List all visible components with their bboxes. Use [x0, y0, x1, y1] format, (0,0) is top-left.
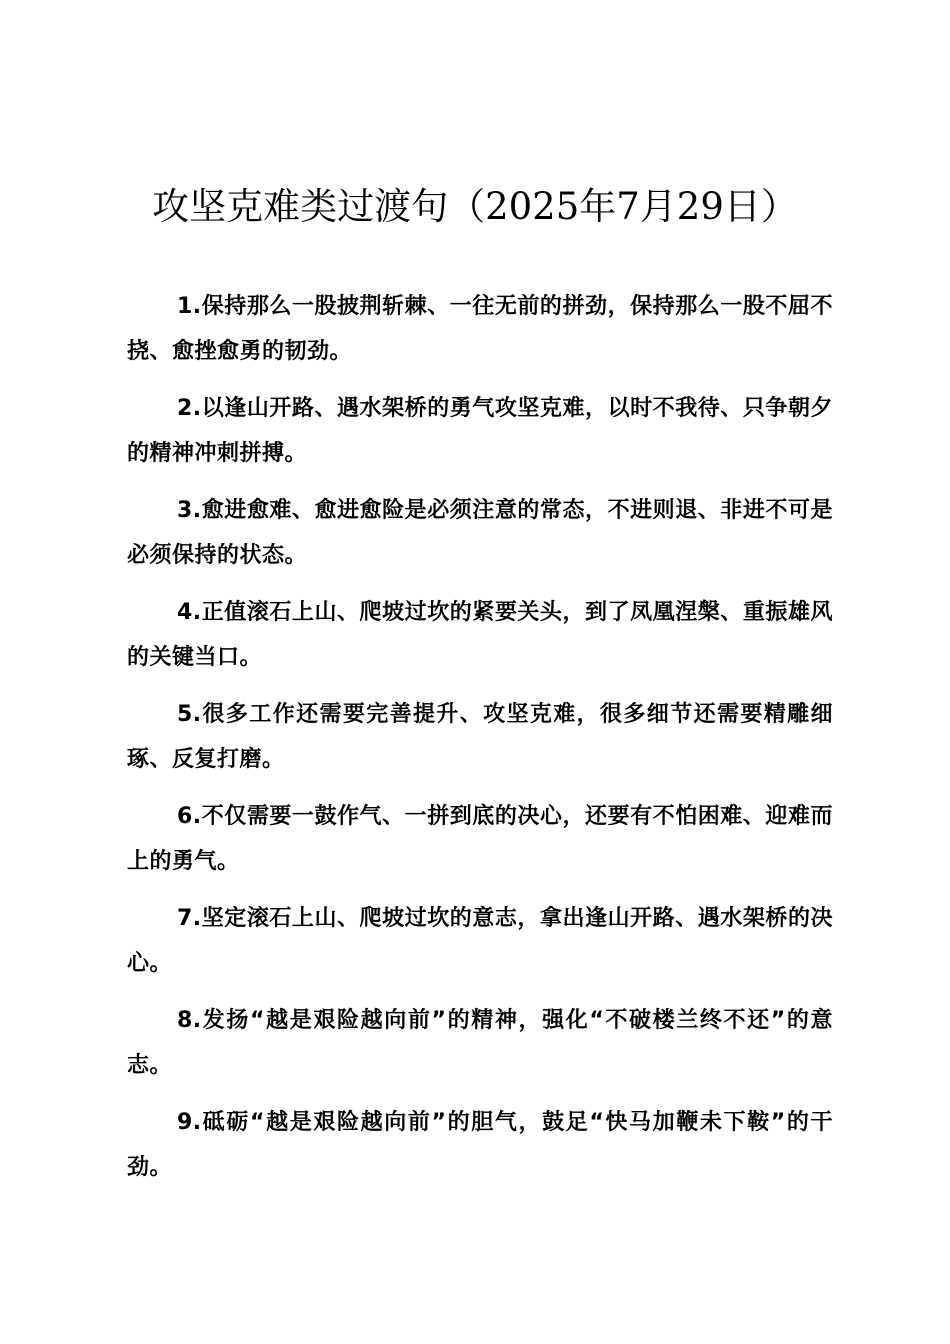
item-text: 愈进愈难、愈进愈险是必须注意的常态，不进则退、非进不可是必须保持的状态。 [127, 498, 833, 568]
item-text: 发扬“越是艰险越向前”的精神，强化“不破楼兰终不还”的意志。 [127, 1008, 833, 1078]
list-item [127, 1100, 833, 1190]
item-number: 4. [177, 600, 202, 625]
item-text: 正值滚石上山、爬坡过坎的紧要关头，到了凤凰涅槃、重振雄风的关键当口。 [127, 600, 833, 670]
item-number: 8. [177, 1008, 202, 1033]
list-item [127, 590, 833, 680]
item-number: 9. [177, 1110, 202, 1135]
list-item [127, 386, 833, 476]
item-text: 砥砺“越是艰险越向前”的胆气，鼓足“快马加鞭未下鞍”的干劲。 [127, 1110, 833, 1180]
item-number: 2. [177, 396, 202, 421]
document-body [127, 284, 833, 1202]
list-item [127, 794, 833, 884]
list-item [127, 284, 833, 374]
item-text: 以逢山开路、遇水架桥的勇气攻坚克难，以时不我待、只争朝夕的精神冲刺拼搏。 [127, 396, 833, 466]
item-number: 6. [177, 804, 202, 829]
list-item [127, 896, 833, 986]
item-text: 很多工作还需要完善提升、攻坚克难，很多细节还需要精雕细琢、反复打磨。 [127, 702, 833, 772]
list-item [127, 488, 833, 578]
document-title: 攻坚克难类过渡句（2025年7月29日） [152, 185, 798, 228]
item-text: 保持那么一股披荆斩棘、一往无前的拼劲，保持那么一股不屈不挠、愈挫愈勇的韧劲。 [127, 294, 833, 364]
item-text: 坚定滚石上山、爬坡过坎的意志，拿出逢山开路、遇水架桥的决心。 [127, 906, 833, 976]
item-number: 1. [177, 294, 202, 319]
item-number: 7. [177, 906, 202, 931]
list-item [127, 998, 833, 1088]
list-item [127, 692, 833, 782]
item-number: 5. [177, 702, 202, 727]
item-number: 3. [177, 498, 202, 523]
item-text: 不仅需要一鼓作气、一拼到底的决心，还要有不怕困难、迎难而上的勇气。 [127, 804, 833, 874]
